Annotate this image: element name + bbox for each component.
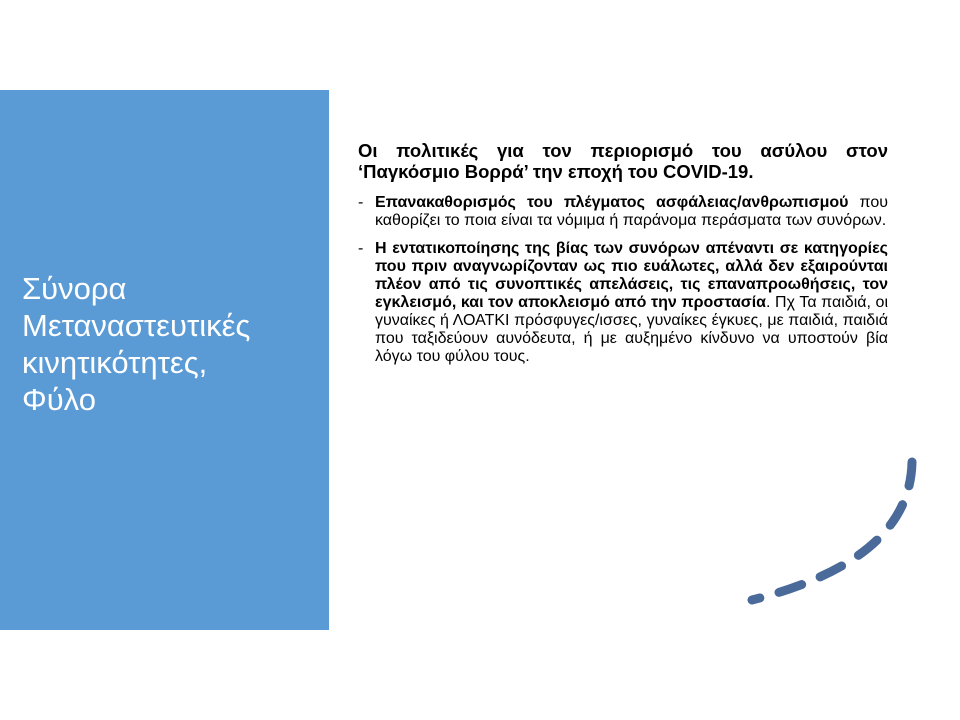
bullet-text: . Πχ Τα παιδιά, οι γυναίκες ή ΛΟΑΤΚΙ πρόσφυγες/ισσες, γυναίκες έγκυες, με παιδιά, παιδιά που ταξιδεύουν αυνόδευτα, ή με αυξημένο κίνδυνο να υποστούν βία λόγω του φύλου τους.	[375, 294, 889, 365]
bullet-item	[358, 194, 888, 230]
slide-title-line: κινητικότητες,	[22, 345, 208, 380]
bullet-bold-text: Επανακαθορισμός του πλέγματος ασφάλειας/ανθρωπισμού	[375, 194, 849, 211]
bullet-item	[358, 240, 888, 366]
slide-title	[22, 270, 322, 418]
bullet-bold-text: Η εντατικοποίησης της βίας των συνόρων απέναντι σε κατηγορίες που πριν αναγνωρίζονταν ως πιο ευάλωτες, αλλά δεν εξαιρούνται πλέον από τις συνοπτικές απελάσεις, τις επαναπροωθήσεις, τον εγκλεισμό, και τον αποκλεισμό από την προστασία	[375, 240, 888, 311]
content-body	[358, 140, 888, 376]
bullet-text: που καθορίζει το ποια είναι τα νόμιμα ή παράνομα περάσματα των συνόρων.	[375, 194, 888, 229]
content-heading: Οι πολιτικές για τον περιορισμό του ασύλου στον ‘Παγκόσμιο Βορρά’ την εποχή του COVID-19.	[358, 140, 888, 182]
dashed-arc-icon	[740, 450, 940, 620]
slide-title-line: Μεταναστευτικές	[22, 308, 251, 343]
bullet-marker: -	[358, 240, 364, 257]
slide-title-line: Σύνορα	[22, 271, 127, 306]
bullet-marker: -	[358, 194, 364, 211]
slide-title-line: Φύλο	[22, 382, 96, 417]
